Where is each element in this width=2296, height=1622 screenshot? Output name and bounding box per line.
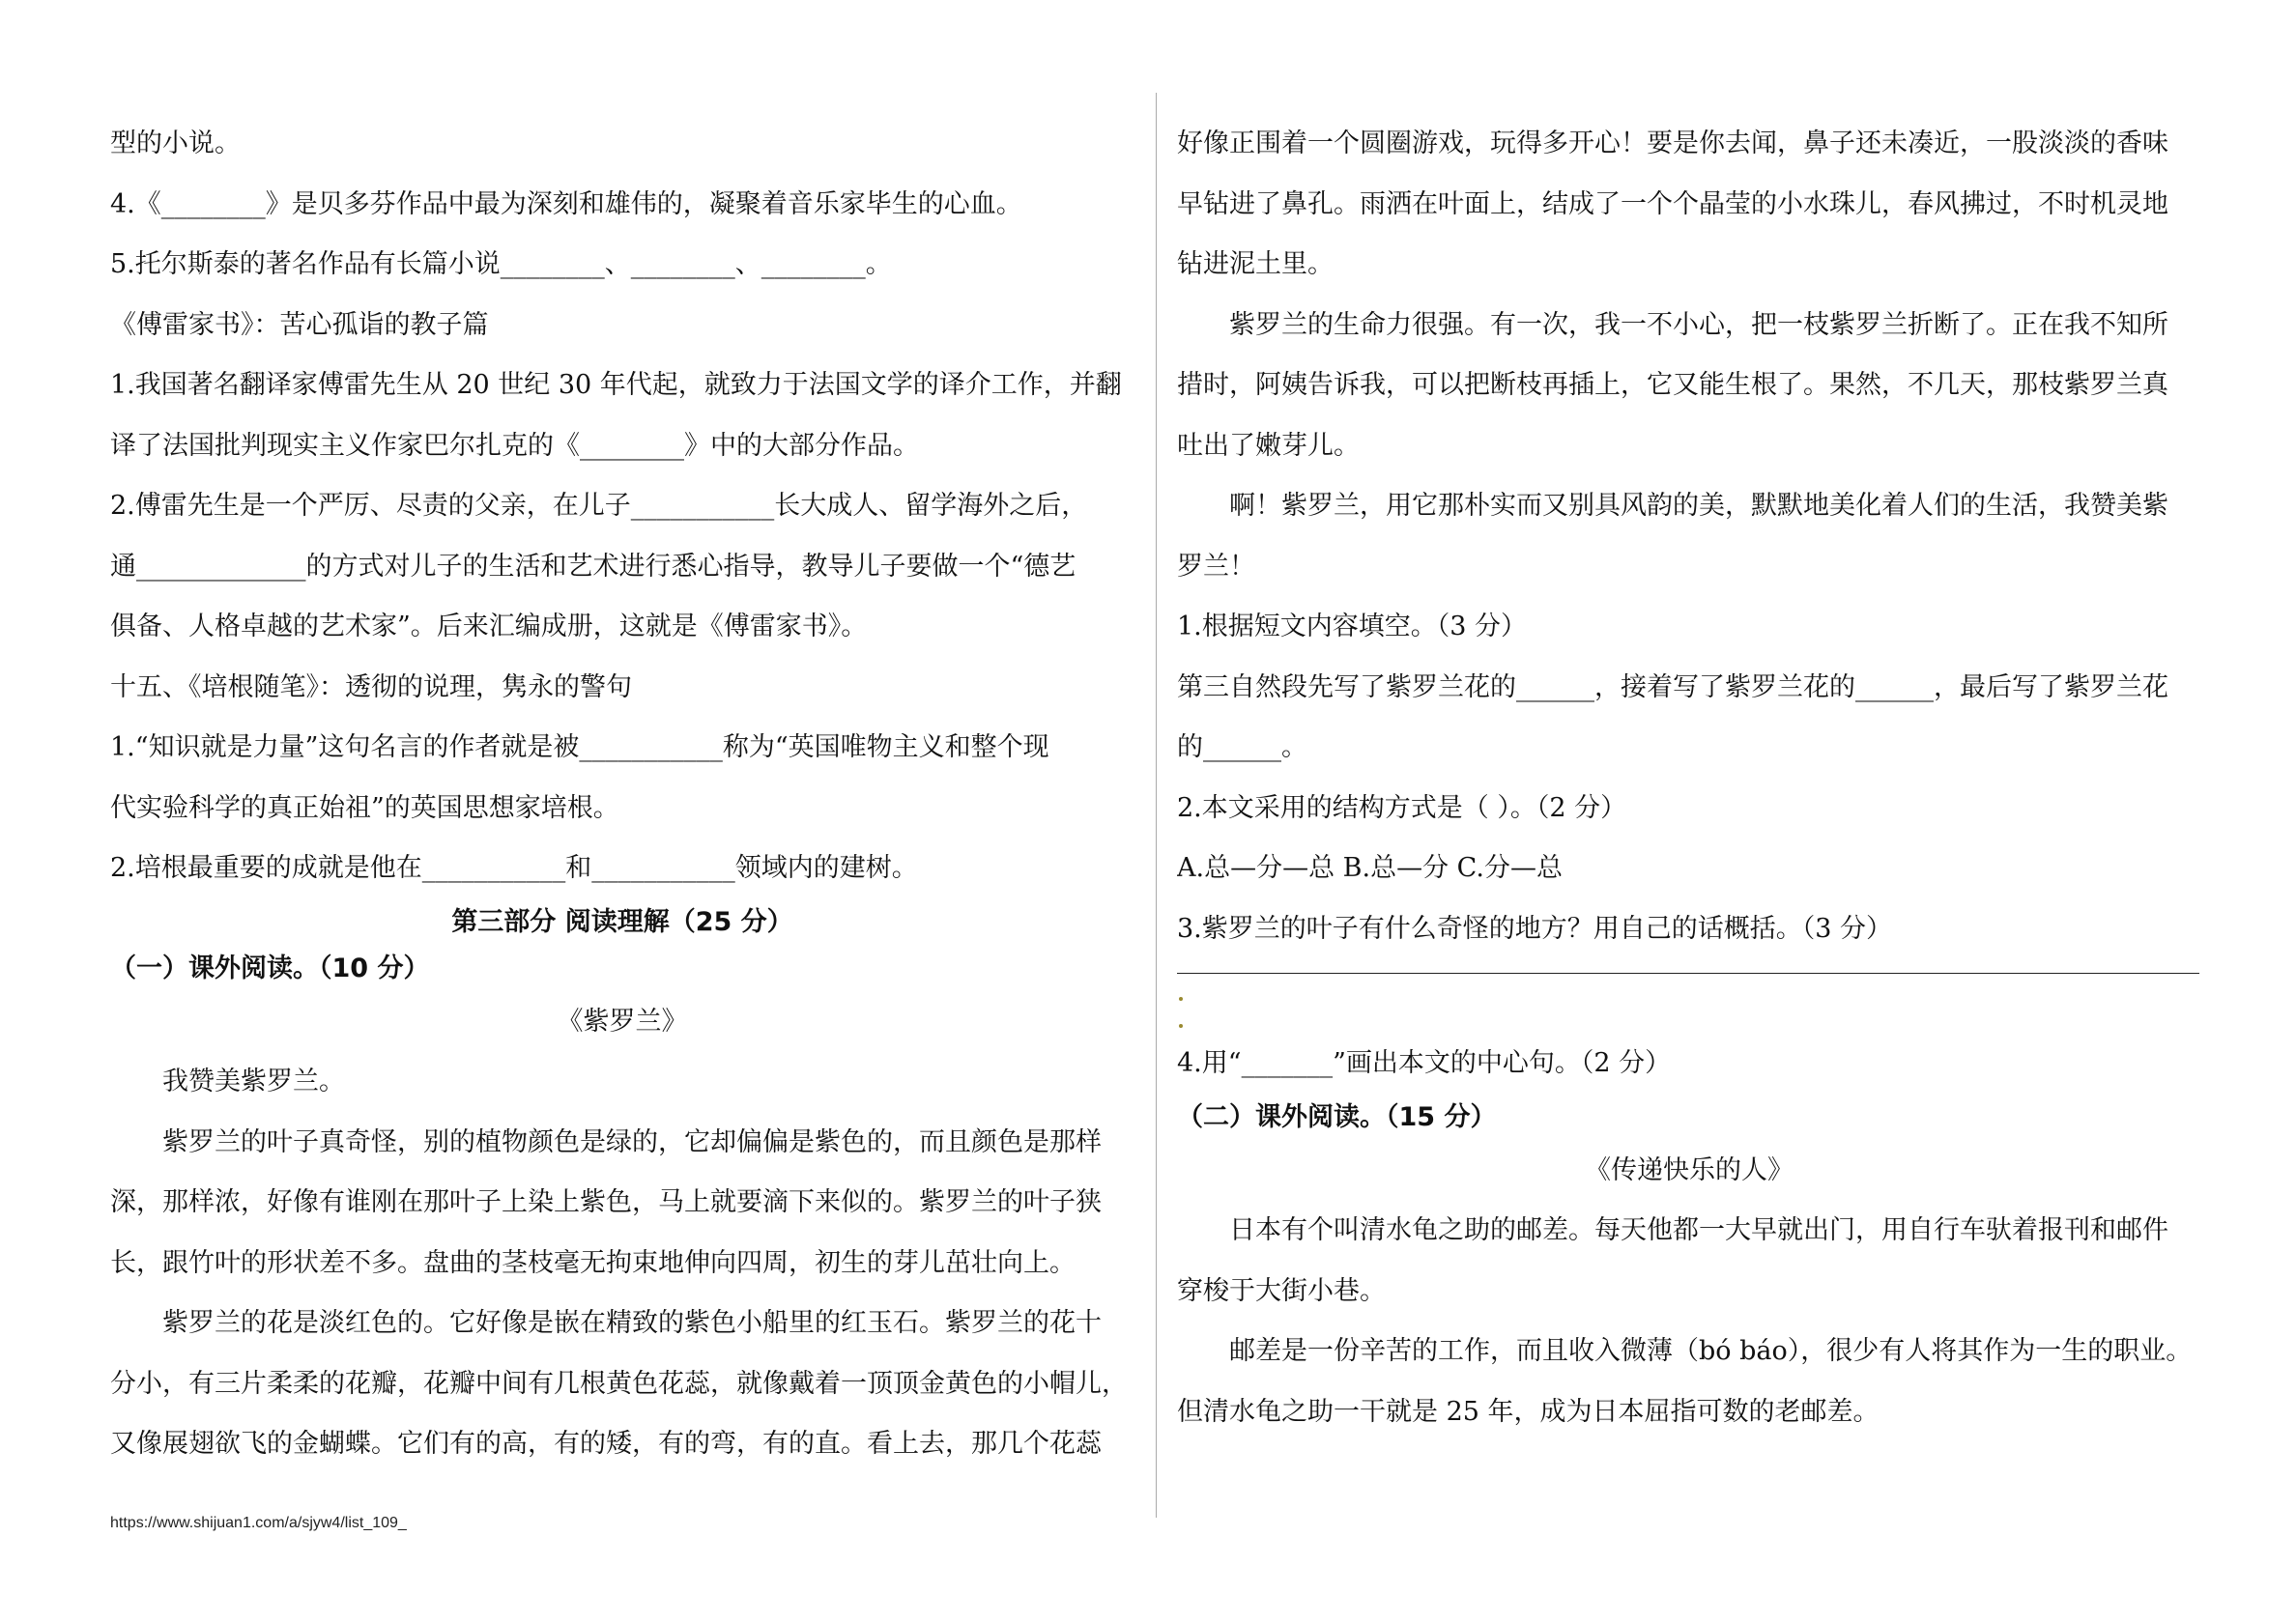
question-line: 译了法国批判现实主义作家巴尔扎克的《________》中的大部分作品。 [110, 430, 919, 461]
question-line: 5.托尔斯泰的著名作品有长篇小说________、________、________。 [110, 249, 892, 279]
topic-heading: 十五、《培根随笔》：透彻的说理，隽永的警句 [110, 671, 632, 702]
passage-line: 早钻进了鼻孔。雨洒在叶面上，结成了一个个晶莹的小水珠儿，春风拂过，不时机灵地 [1177, 188, 2168, 219]
question-line: 俱备、人格卓越的艺术家”。后来汇编成册，这就是《傅雷家书》。 [110, 612, 868, 641]
question-line: 第三自然段先写了紫罗兰花的______，接着写了紫罗兰花的______，最后写了紫罗兰花 [1177, 671, 2168, 702]
question-line: 1.根据短文内容填空。（3 分） [1177, 612, 1528, 641]
passage-line: 穿梭于大街小巷。 [1177, 1275, 1386, 1306]
passage-line: 吐出了嫩芽儿。 [1177, 430, 1360, 461]
section-title: 第三部分 阅读理解（25 分） [451, 906, 793, 937]
question-line: 代实验科学的真正始祖”的英国思想家培根。 [110, 792, 619, 823]
question-line: 3.紫罗兰的叶子有什么奇怪的地方？用自己的话概括。（3 分） [1177, 913, 1893, 944]
passage-line: 紫罗兰的叶子真奇怪，别的植物颜色是绿的，它却偏偏是紫色的，而且颜色是那样 [162, 1126, 1102, 1157]
dot-mark [1179, 1024, 1183, 1028]
question-line: 2.本文采用的结构方式是（ ）。（2 分） [1177, 792, 1627, 823]
left-column [110, 114, 1134, 1475]
passage-line: 长，跟竹叶的形状差不多。盘曲的茎枝毫无拘束地伸向四周，初生的芽儿茁壮向上。 [110, 1247, 1076, 1278]
question-line: 2.傅雷先生是一个严厉、尽责的父亲，在儿子___________长大成人、留学海外之后， [110, 491, 1088, 521]
passage-line: 日本有个叫清水龟之助的邮差。每天他都一大早就出门，用自行车驮着报刊和邮件 [1229, 1215, 2168, 1245]
passage-line: 我赞美紫罗兰。 [162, 1067, 345, 1096]
passage-line: 分小，有三片柔柔的花瓣，花瓣中间有几根黄色花蕊，就像戴着一顶顶金黄色的小帽儿， [110, 1368, 1128, 1399]
passage-line: 罗兰！ [1177, 551, 1255, 582]
passage-line: 紫罗兰的生命力很强。有一次，我一不小心，把一枝紫罗兰折断了。正在我不知所 [1229, 309, 2168, 340]
question-line: 的______。 [1177, 732, 1307, 762]
right-column [1177, 114, 2201, 1442]
passage-line: 但清水龟之助一干就是 25 年，成为日本屈指可数的老邮差。 [1177, 1396, 1880, 1427]
question-line: 2.培根最重要的成就是他在___________和___________领域内的建树。 [110, 853, 918, 883]
passage-line: 紫罗兰的花是淡红色的。它好像是嵌在精致的紫色小船里的红玉石。紫罗兰的花十 [162, 1308, 1102, 1338]
answer-line [1177, 973, 2199, 976]
passage-line: 好像正围着一个圆圈游戏，玩得多开心！要是你去闻，鼻子还未凑近，一股淡淡的香味 [1177, 128, 2168, 158]
subsection-title: （二）课外阅读。（15 分） [1177, 1101, 1497, 1132]
question-line: 1.我国著名翻译家傅雷先生从 20 世纪 30 年代起，就致力于法国文学的译介工作，并翻 [110, 370, 1122, 400]
passage-line: 深，那样浓，好像有谁刚在那叶子上染上紫色，马上就要滴下来似的。紫罗兰的叶子狭 [110, 1187, 1102, 1217]
footer-url: https://www.shijuan1.com/a/sjyw4/list_109_ [110, 1515, 407, 1531]
column-divider [1156, 93, 1157, 1518]
passage-line: 邮差是一份辛苦的工作，而且收入微薄（bó báo），很少有人将其作为一生的职业。 [1229, 1336, 2193, 1366]
dot-mark [1179, 997, 1183, 1001]
passage-line: 啊！紫罗兰，用它那朴实而又别具风韵的美，默默地美化着人们的生活，我赞美紫 [1229, 491, 2168, 521]
passage-line: 措时，阿姨告诉我，可以把断枝再插上，它又能生根了。果然，不几天，那枝紫罗兰真 [1177, 370, 2168, 400]
question-line: 1.“知识就是力量”这句名言的作者就是被___________称为“英国唯物主义和整个现 [110, 732, 1049, 762]
text-line: 型的小说。 [110, 128, 241, 158]
question-line: 通_____________的方式对儿子的生活和艺术进行悉心指导，教导儿子要做一个“德艺 [110, 551, 1076, 582]
answer-dots [1177, 985, 2201, 1034]
passage-title: 《传递快乐的人》 [1585, 1154, 1794, 1185]
subsection-title: （一）课外阅读。（10 分） [110, 953, 430, 983]
question-line: 4.《________》是贝多芬作品中最为深刻和雄伟的，凝聚着音乐家毕生的心血。 [110, 188, 1022, 219]
question-line: A.总—分—总 B.总—分 C.分—总 [1177, 853, 1563, 883]
passage-line: 又像展翅欲飞的金蝴蝶。它们有的高，有的矮，有的弯，有的直。看上去，那几个花蕊 [110, 1429, 1102, 1459]
passage-line: 钻进泥土里。 [1177, 249, 1334, 279]
passage-title: 《紫罗兰》 [557, 1006, 688, 1037]
topic-heading: 《傅雷家书》：苦心孤诣的教子篇 [110, 309, 489, 340]
question-line: 4.用“_______”画出本文的中心句。（2 分） [1177, 1048, 1672, 1078]
